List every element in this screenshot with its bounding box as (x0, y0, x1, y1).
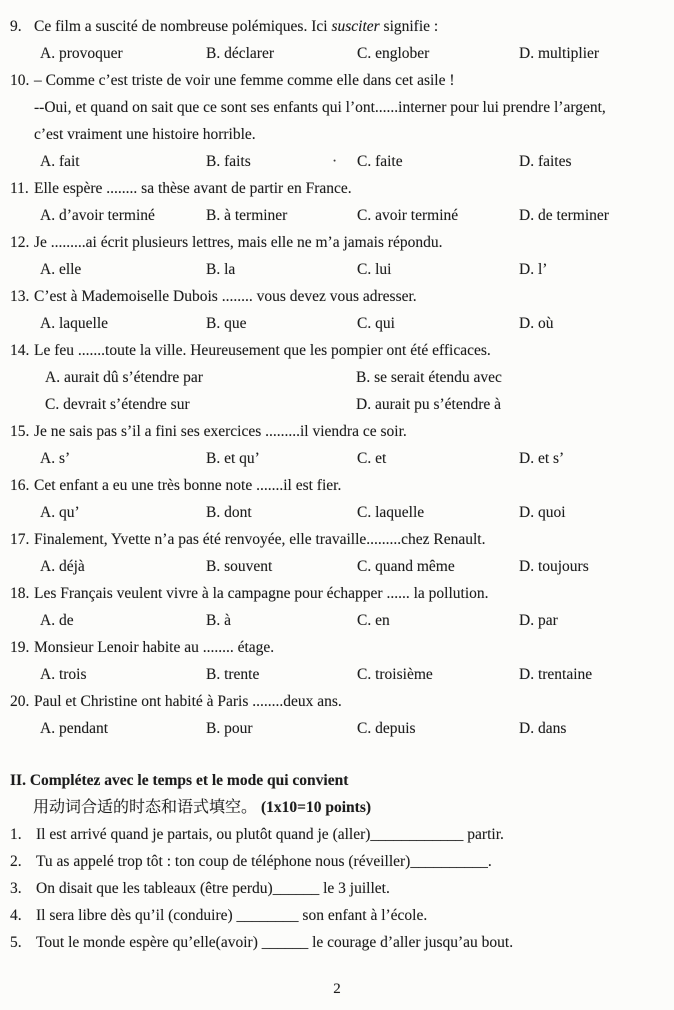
question-number: 15. (10, 423, 30, 440)
section-two-subheading (10, 794, 666, 821)
option-b: B. souvent (206, 558, 273, 575)
option-a: A. s’ (40, 450, 71, 467)
question-number: 16. (10, 477, 30, 494)
fill-in-item (10, 821, 666, 848)
option-a: A. d’avoir terminé (40, 207, 155, 224)
question-text-segment: Elle espère ........ sa thèse avant de partir en France. (34, 180, 352, 197)
option-b: B. que (206, 315, 247, 332)
question-text-segment: Le feu .......toute la ville. Heureusement que les pompier ont été efficaces. (34, 342, 491, 359)
question-block (10, 175, 666, 229)
question-text-segment: Cet enfant a eu une très bonne note .......il est fier. (34, 477, 342, 494)
question-block (10, 337, 666, 418)
question-block (10, 229, 666, 283)
question-text-segment: – Comme c’est triste de voir une femme comme elle dans cet asile ! (34, 72, 455, 89)
question-text (34, 283, 417, 310)
option-c: C. devrait s’étendre sur (45, 396, 190, 413)
question-number: 12. (10, 234, 30, 251)
question-line (10, 580, 666, 607)
answer-options (10, 553, 666, 580)
question-line (10, 526, 666, 553)
question-text-segment: C’est à Mademoiselle Dubois ........ vous devez vous adresser. (34, 288, 417, 305)
section-two-instructions-chinese: 用动词合适的时态和语式填空。 (33, 799, 258, 816)
question-text (34, 526, 486, 553)
item-text: Tu as appelé trop tôt : ton coup de téléphone nous (réveiller)__________. (36, 853, 492, 870)
item-number: 5. (10, 934, 22, 951)
question-block (10, 283, 666, 337)
section-two (10, 767, 666, 956)
option-d: D. multiplier (519, 45, 600, 62)
option-a: A. de (40, 612, 74, 629)
fill-in-item (10, 929, 666, 956)
question-text-segment: Paul et Christine ont habité à Paris ........deux ans. (34, 693, 342, 710)
answer-options (10, 364, 666, 418)
option-d: D. quoi (519, 504, 566, 521)
question-text (34, 94, 606, 121)
question-number: 19. (10, 639, 30, 656)
question-text-segment: Je ne sais pas s’il a fini ses exercices .........il viendra ce soir. (34, 423, 407, 440)
section-two-heading: II. Complétez avec le temps et le mode qui convient (10, 772, 349, 789)
question-block (10, 67, 666, 175)
question-number: 11. (10, 180, 29, 197)
question-text-segment: signifie : (379, 18, 439, 35)
question-line-continued (10, 121, 666, 148)
question-text (34, 229, 442, 256)
stray-dot-mark: · (332, 153, 338, 170)
question-text (34, 175, 352, 202)
question-text-segment: Les Français veulent vivre à la campagne pour échapper ...... la pollution. (34, 585, 489, 602)
question-text-segment: Monsieur Lenoir habite au ........ étage. (34, 639, 275, 656)
question-text-segment: Finalement, Yvette n’a pas été renvoyée, elle travaille.........chez Renault. (34, 531, 486, 548)
option-b: B. et qu’ (206, 450, 260, 467)
answer-options (10, 607, 666, 634)
fill-in-item (10, 902, 666, 929)
section-two-points: (1x10=10 points) (261, 799, 372, 816)
question-text (34, 121, 256, 148)
item-text: Il sera libre dès qu’il (conduire) ________ son enfant à l’école. (36, 907, 428, 924)
question-line (10, 175, 666, 202)
option-c: C. englober (357, 45, 430, 62)
item-text: On disait que les tableaux (être perdu)______ le 3 juillet. (36, 880, 390, 897)
option-a: A. laquelle (40, 315, 109, 332)
question-block (10, 13, 666, 67)
option-b: B. faits (206, 153, 251, 170)
option-b: B. se serait étendu avec (356, 369, 502, 386)
option-a: A. qu’ (40, 504, 80, 521)
item-number: 2. (10, 853, 22, 870)
question-line (10, 229, 666, 256)
question-text-italic: susciter (331, 18, 380, 35)
option-c: C. laquelle (357, 504, 425, 521)
question-block (10, 580, 666, 634)
option-b: B. la (206, 261, 236, 278)
question-block (10, 526, 666, 580)
question-text-segment: Ce film a suscité de nombreuse polémiques. Ici (34, 18, 332, 35)
question-text (34, 337, 491, 364)
option-c: C. faite (357, 153, 403, 170)
option-c: C. en (357, 612, 390, 629)
question-text (34, 472, 341, 499)
multiple-choice-section (10, 13, 666, 742)
option-d: D. où (519, 315, 554, 332)
option-d: D. de terminer (519, 207, 609, 224)
fill-in-item (10, 875, 666, 902)
question-line (10, 688, 666, 715)
question-number: 18. (10, 585, 30, 602)
question-text (34, 634, 274, 661)
option-c: C. depuis (357, 720, 416, 737)
question-text-segment: Je .........ai écrit plusieurs lettres, mais elle ne m’a jamais répondu. (34, 234, 443, 251)
option-b: B. trente (206, 666, 260, 683)
question-block (10, 472, 666, 526)
option-d: D. l’ (519, 261, 548, 278)
item-text: Tout le monde espère qu’elle(avoir) ______ le courage d’aller jusqu’au bout. (36, 934, 514, 951)
item-number: 3. (10, 880, 22, 897)
question-line (10, 634, 666, 661)
question-line (10, 67, 666, 94)
item-text: Il est arrivé quand je partais, ou plutôt quand je (aller)____________ partir. (36, 826, 504, 843)
option-d: D. dans (519, 720, 567, 737)
question-number: 9. (10, 18, 22, 35)
question-number: 10. (10, 72, 30, 89)
option-d: D. faites (519, 153, 572, 170)
question-number: 20. (10, 693, 30, 710)
question-line (10, 283, 666, 310)
question-line (10, 337, 666, 364)
page-number: 2 (333, 981, 341, 997)
question-text (34, 13, 438, 40)
answer-options (10, 148, 666, 175)
question-text-segment: --Oui, et quand on sait que ce sont ses enfants qui l’ont......interner pour lui prendre l’argent, (34, 99, 606, 116)
question-line (10, 418, 666, 445)
option-d: D. toujours (519, 558, 589, 575)
question-text (34, 580, 489, 607)
option-c: C. avoir terminé (357, 207, 459, 224)
fill-in-item (10, 848, 666, 875)
question-number: 13. (10, 288, 30, 305)
answer-options (10, 661, 666, 688)
answer-options (10, 445, 666, 472)
option-c: C. qui (357, 315, 395, 332)
option-d: D. aurait pu s’étendre à (356, 396, 502, 413)
question-text (34, 67, 455, 94)
option-c: C. et (357, 450, 387, 467)
option-b: B. pour (206, 720, 253, 737)
option-b: B. dont (206, 504, 252, 521)
option-a: A. pendant (40, 720, 109, 737)
question-line-continued (10, 94, 666, 121)
question-block (10, 688, 666, 742)
question-block (10, 634, 666, 688)
question-number: 14. (10, 342, 30, 359)
answer-options (10, 202, 666, 229)
item-number: 4. (10, 907, 22, 924)
question-block (10, 418, 666, 472)
option-a: A. déjà (40, 558, 85, 575)
option-a: A. trois (40, 666, 87, 683)
question-number: 17. (10, 531, 30, 548)
option-b: B. à (206, 612, 231, 629)
answer-options (10, 40, 666, 67)
option-b: B. à terminer (206, 207, 288, 224)
option-a: A. provoquer (40, 45, 123, 62)
fill-in-items (10, 821, 666, 956)
option-a: A. elle (40, 261, 82, 278)
question-line (10, 472, 666, 499)
option-d: D. et s’ (519, 450, 565, 467)
answer-options (10, 310, 666, 337)
item-number: 1. (10, 826, 22, 843)
option-b: B. déclarer (206, 45, 274, 62)
answer-options (10, 715, 666, 742)
answer-options (10, 499, 666, 526)
option-d: D. trentaine (519, 666, 593, 683)
option-d: D. par (519, 612, 558, 629)
option-c: C. lui (357, 261, 392, 278)
question-line (10, 13, 666, 40)
question-text (34, 418, 407, 445)
option-a: A. aurait dû s’étendre par (45, 369, 203, 386)
question-text-segment: c’est vraiment une histoire horrible. (34, 126, 256, 143)
answer-options (10, 256, 666, 283)
option-c: C. troisième (357, 666, 433, 683)
option-c: C. quand même (357, 558, 455, 575)
question-text (34, 688, 342, 715)
option-a: A. fait (40, 153, 80, 170)
